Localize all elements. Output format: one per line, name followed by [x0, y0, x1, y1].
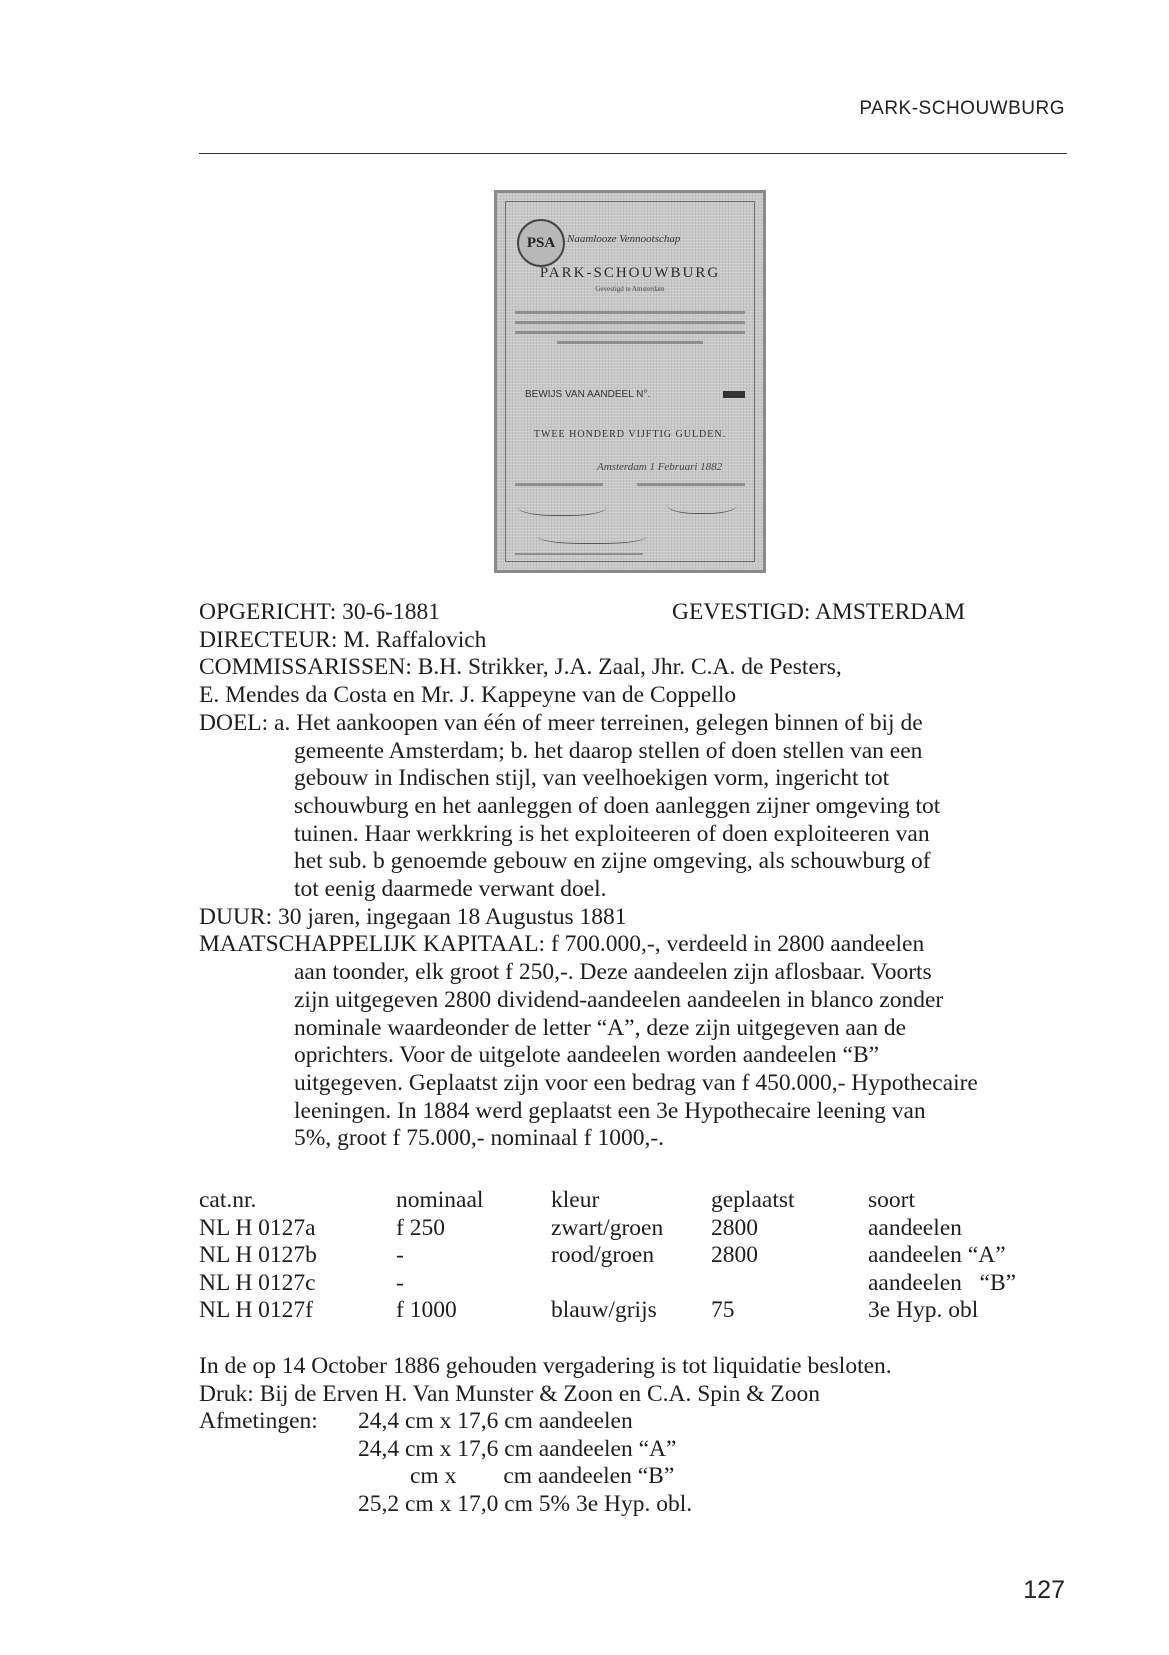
catalog-cell: f 1000: [396, 1297, 457, 1323]
doel-line: tuinen. Haar werkkring is het exploiteeren of doen exploiteeren van: [294, 820, 930, 847]
catalog-header-row: [199, 1187, 1016, 1215]
afmetingen-row: 24,4 cm x 17,6 cm aandeelen “A”: [358, 1436, 677, 1462]
certificate-company-type: Naamlooze Vennootschap: [567, 233, 681, 245]
header-rule: [199, 153, 1067, 154]
commissarissen-line: E. Mendes da Costa en Mr. J. Kappeyne van de Coppello: [199, 682, 737, 709]
catalog-cell: zwart/groen: [551, 1214, 664, 1241]
catalog-cell: NL H 0127a: [199, 1214, 316, 1241]
table-row: [199, 1215, 1016, 1243]
kapitaal-line: nominale waardeonder de letter “A”, deze zijn uitgegeven aan de: [294, 1014, 906, 1041]
catalog-cell: 2800: [711, 1242, 758, 1268]
afmetingen-row: cm x cm aandeelen “B”: [410, 1463, 675, 1489]
signature-mark: [517, 493, 607, 516]
catalog-cell: NL H 0127f: [199, 1297, 314, 1323]
catalog-header-cell: soort: [868, 1187, 915, 1213]
certificate-redaction: [723, 391, 745, 398]
commissarissen-line: COMMISSARISSEN: B.H. Strikker, J.A. Zaal, Jhr. C.A. de Pesters,: [199, 654, 842, 681]
certificate-date: Amsterdam 1 Februari 1882: [597, 461, 723, 473]
certificate-share-label: BEWIJS VAN AANDEEL N°.: [525, 389, 651, 400]
catalog-cell: rood/groen: [551, 1242, 655, 1268]
doel-line: het sub. b genoemde gebouw en zijne omgeving, als schouwburg of: [294, 848, 931, 875]
doel-line: tot eenig daarmede verwant doel.: [294, 876, 607, 903]
certificate-amount: TWEE HONDERD VIJFTIG GULDEN.: [533, 429, 727, 440]
catalog-cell: f 250: [396, 1214, 445, 1241]
kapitaal-line: 5%, groot f 75.000,- nominaal f 1000,-.: [294, 1125, 665, 1152]
kapitaal-line: aan toonder, elk groot f 250,-. Deze aandeelen zijn aflosbaar. Voorts: [294, 959, 932, 986]
catalog-cell: [551, 1270, 711, 1298]
share-certificate-image: [494, 190, 766, 573]
certificate-fineprint: [515, 321, 745, 324]
certificate-title: PARK-SCHOUWBURG: [539, 265, 721, 281]
afmetingen-label: Afmetingen:: [199, 1408, 318, 1435]
kapitaal-line: zijn uitgegeven 2800 dividend-aandeelen aandeelen in blanco zonder: [294, 986, 944, 1013]
facts-block: [199, 599, 978, 1153]
doel-line: DOEL: a. Het aankoopen van één of meer terreinen, gelegen binnen of bij de: [199, 709, 923, 736]
catalog-table: [199, 1187, 1016, 1325]
catalog-cell: [711, 1270, 868, 1298]
catalog-cell: -: [396, 1269, 404, 1296]
signature-mark: [537, 525, 647, 544]
afmetingen-row: 24,4 cm x 17,6 cm aandeelen: [358, 1408, 633, 1434]
certificate-fineprint: [515, 553, 643, 555]
catalog-cell: NL H 0127b: [199, 1242, 317, 1268]
doel-line: gebouw in Indischen stijl, van veelhoekigen vorm, ingericht tot: [294, 765, 890, 792]
kapitaal-line: leeningen. In 1884 werd geplaatst een 3e Hypothecaire leening van: [294, 1097, 926, 1124]
gevestigd-line: GEVESTIGD: AMSTERDAM: [672, 599, 966, 625]
catalog-cell: aandeelen “A”: [868, 1242, 1006, 1268]
directeur-line: DIRECTEUR: M. Raffalovich: [199, 626, 487, 653]
signature-mark: [667, 491, 737, 514]
liquidatie-line: In de op 14 October 1886 gehouden vergadering is tot liquidatie besloten.: [199, 1353, 892, 1379]
catalog-cell: -: [396, 1242, 404, 1268]
certificate-fineprint: [515, 483, 603, 486]
catalog-cell: 3e Hyp. obl: [868, 1297, 979, 1323]
catalog-header-cell: kleur: [551, 1187, 600, 1213]
catalog-header-cell: nominaal: [396, 1187, 484, 1213]
page-number: 127: [1023, 1576, 1065, 1604]
doel-line: schouwburg en het aanleggen of doen aanleggen zijner omgeving tot: [294, 792, 941, 819]
catalog-header-cell: geplaatst: [711, 1187, 795, 1213]
druk-line: Druk: Bij de Erven H. Van Munster & Zoon en C.A. Spin & Zoon: [199, 1380, 820, 1407]
catalog-cell: blauw/grijs: [551, 1297, 657, 1323]
catalog-header-cell: cat.nr.: [199, 1187, 257, 1213]
catalog-cell: aandeelen: [868, 1214, 962, 1241]
kapitaal-line: MAATSCHAPPELIJK KAPITAAL: f 700.000,-, verdeeld in 2800 aandeelen: [199, 931, 925, 958]
certificate-fineprint: [515, 331, 745, 334]
running-head: PARK-SCHOUWBURG: [859, 98, 1065, 119]
doel-line: gemeente Amsterdam; b. het daarop stellen of doen stellen van een: [294, 737, 923, 764]
afmetingen-row: 25,2 cm x 17,0 cm 5% 3e Hyp. obl.: [358, 1491, 693, 1517]
certificate-fineprint: [515, 311, 745, 314]
catalog-cell: aandeelen “B”: [868, 1269, 1017, 1296]
table-row: [199, 1297, 1016, 1325]
table-row: [199, 1270, 1016, 1298]
opgericht-line: OPGERICHT: 30-6-1881: [199, 599, 441, 625]
certificate-fineprint: [557, 341, 703, 344]
certificate-seal: PSA: [517, 219, 565, 267]
table-row: [199, 1242, 1016, 1270]
certificate-subtitle: Gevestigd te Amsterdam: [595, 285, 665, 293]
catalog-cell: 2800: [711, 1214, 758, 1241]
catalog-cell: 75: [711, 1297, 735, 1323]
kapitaal-line: uitgegeven. Geplaatst zijn voor een bedrag van f 450.000,- Hypothecaire: [294, 1069, 978, 1096]
kapitaal-line: oprichters. Voor de uitgelote aandeelen worden aandeelen “B”: [294, 1042, 880, 1069]
catalog-cell: NL H 0127c: [199, 1269, 316, 1296]
duur-line: DUUR: 30 jaren, ingegaan 18 Augustus 1881: [199, 903, 627, 930]
certificate-fineprint: [637, 483, 745, 486]
